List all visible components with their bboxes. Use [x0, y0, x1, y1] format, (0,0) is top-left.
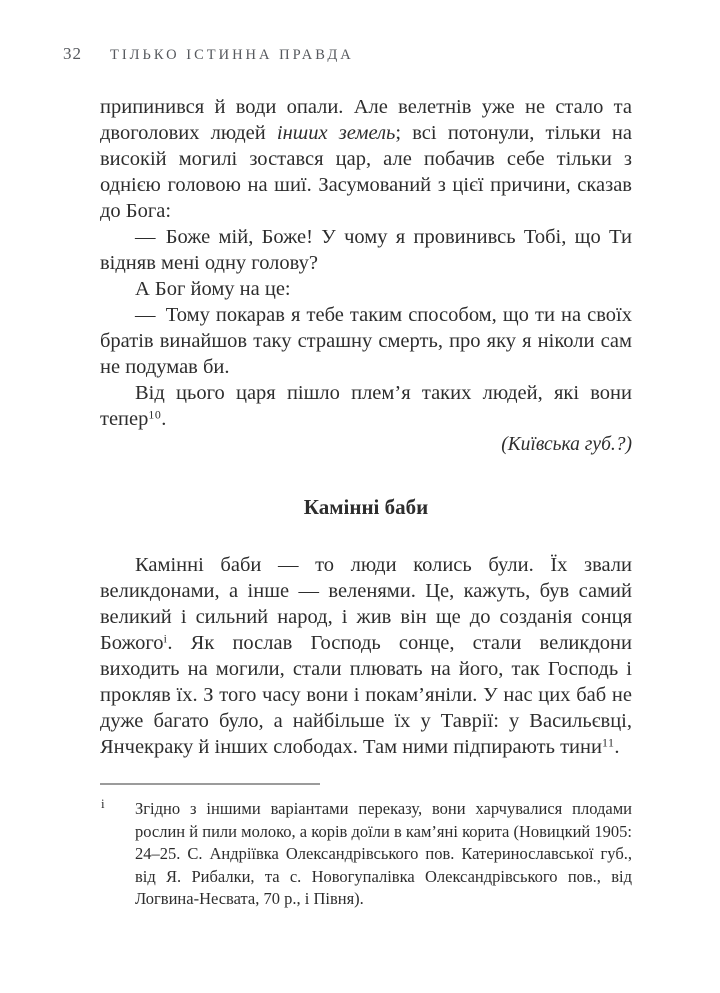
running-title: ТІЛЬКО ІСТИННА ПРАВДА [110, 47, 354, 63]
text-segment: Камінні баби — то люди колись були. Їх звали великдонами, а інше — веленями. Це, кажуть, був самий великий і сильний народ, і жив він ще до созданія сонця Божого [100, 554, 632, 654]
text-block [100, 94, 632, 760]
paragraph [100, 94, 632, 224]
text-segment: Від цього царя пішло плем’я таких людей, які вони тепер [100, 382, 632, 430]
footnote-reference: i [163, 631, 168, 646]
footnote-reference: 11 [601, 735, 615, 750]
text-segment: . Як послав Господь сонце, стали великдони виходить на могили, стали плювать на його, так Господь і прокляв їх. З того часу вони і покам’яніли. У нас цих баб не дуже багато було, а найбільше їх у Таврії: у Васильєвці, Янчекраку й інших слободах. Там ними підпирають тини [100, 632, 632, 758]
paragraph [100, 276, 632, 302]
text-segment: — Боже мій, Боже! У чому я провинивсь Тобі, що Ти відняв мені одну голову? [100, 226, 632, 274]
paragraph [135, 798, 632, 911]
attribution: (Київська губ.?) [501, 434, 632, 455]
section-heading: Камінні баби [303, 495, 429, 519]
text-segment: припинився й води опали. Але велетнів уже не стало та двоголових людей [100, 96, 632, 144]
text-segment: . [161, 408, 167, 430]
paragraph [100, 380, 632, 432]
section-text [100, 552, 632, 760]
page-number: 32 [63, 44, 82, 63]
text-segment: інших земель [276, 122, 396, 144]
footnote-marker: i [101, 796, 105, 811]
footnote [100, 783, 632, 911]
text-segment: . [614, 736, 620, 758]
text-segment: Згідно з іншими варіантами переказу, вони харчувалися плодами рослин й пили молоко, а корів доїли в кам’яні корита (Новицкий 1905: 24–25. С. Андріївка Олександрівського пов. Катеринославської губ., від Я. Рибалки, та с. Новогупалівка Олександрівського пов., від Логвина-Несвата, 70 р., і Півня). [135, 799, 632, 908]
text-segment: ; всі потонули, тільки на високій могилі зостався цар, але побачив себе тільки з однією головою на шиї. Засумований з цієї причини, сказав до Бога: [100, 122, 633, 222]
footnote-rule [100, 783, 320, 785]
footnote-text [135, 798, 632, 911]
paragraph [100, 302, 632, 380]
footnote-reference: 10 [148, 407, 162, 422]
footnote-body [100, 798, 632, 911]
page-header [63, 44, 632, 64]
story-continuation [100, 94, 632, 432]
text-segment: — Тому покарав я тебе таким способом, що ти на своїх братів винайшов таку страшну смерть, про яку я ніколи сам не подумав би. [100, 304, 632, 378]
text-segment: А Бог йому на це: [135, 278, 291, 300]
paragraph [100, 552, 632, 760]
paragraph [100, 224, 632, 276]
